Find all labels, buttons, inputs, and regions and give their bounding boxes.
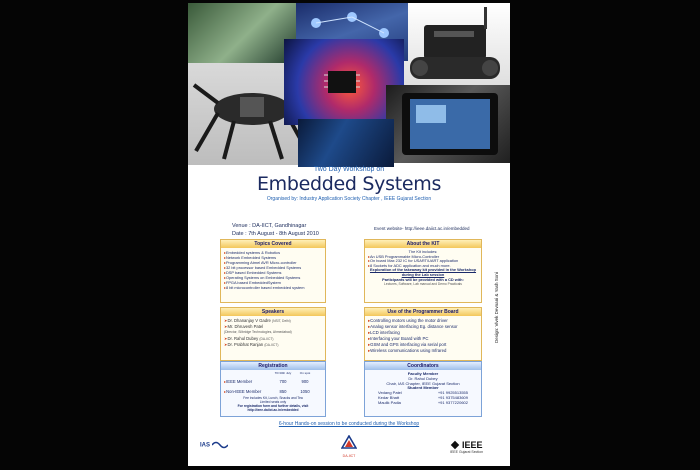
coordinators-panel [364,361,482,417]
use-item: ▸ Interfacing your Board with PC [368,336,478,342]
page-title: Embedded Systems [256,173,442,195]
topic-item: ▸ Network Embedded Systems [224,255,322,260]
kit-panel [364,239,482,303]
ieee-diamond-icon [450,440,460,450]
speaker-item [224,324,322,335]
organiser-line: Organised by: Industry Application Society Chapter , IEEE Gujarat Section [266,196,432,202]
student-name: Vedang Patel [378,390,402,396]
student-phone: +91 9377220602 [437,399,468,405]
registration-row [224,376,322,386]
col-before: Till 30th July [274,371,292,375]
registration-table [221,370,325,414]
ias-logo [200,440,228,450]
topics-list [221,248,325,292]
fee-onspot: 1050 [300,388,310,394]
use-item: ▸ Controlling motors using the motor driver [368,318,478,324]
registration-notes [224,396,322,412]
registration-heading: Registration [221,362,325,370]
speakers-list [221,316,325,350]
kit-item: ▸ 8 Sockets for ADC application and much more. [368,264,478,269]
venue-text: Venue : DA-IICT, Gandhinagar [232,223,307,229]
kit-intro: The Kit includes: [408,249,438,254]
topic-item: ▸ Programming Atmel AVR Micro-controller [224,260,322,265]
member-type: ▸ Non-IEEE Member [224,389,272,394]
topics-panel [220,239,326,303]
student-phone: +91 9925513555 [437,390,468,396]
faculty-name: Dr. Rahul Dubey [408,375,438,381]
kit-item: ▸ An USB Programmable Micro-Controller [368,255,478,260]
ias-logo-text: IAS [200,442,211,449]
limited-seats-note: Limited seats only [259,400,287,404]
speakers-heading: Speakers [221,308,325,316]
workshop-poster [188,3,510,466]
daiict-logo-text: DA-IICT [342,454,356,458]
student-phone: +91 9375483609 [437,394,468,400]
speaker-affiliation: (Director, Silbridge Technologies, Ahmedabad) [224,330,292,335]
speaker-affiliation: (NSIT, Delhi) [271,319,291,323]
registration-panel [220,361,326,417]
uses-heading: Use of the Programmer Board [365,308,481,316]
kit-body [365,248,481,289]
hands-on-note: 6-hour Hands-on session to be conducted during the Workshop [278,421,420,427]
topic-item: ▸ DSP based Embedded Systems [224,270,322,275]
design-credit: Design: Vivek Devnani & Yash Soni [494,272,499,343]
venue-date-block [232,222,319,238]
uses-list [365,316,481,356]
uses-panel [364,307,482,361]
pcb-trace-photo [298,119,394,167]
topic-item: ▸ 32 bit processor based Embedded Systems [224,265,322,270]
speaker-item [224,342,322,348]
registration-row [224,386,322,396]
topic-item: ▸ 8 bit microcontroller based embedded system [224,285,322,290]
student-name: Maulik Padia [378,399,401,405]
student-row [368,401,478,406]
speaker-affiliation: (DA-IICT) [259,336,274,341]
topic-item: ▸ Embedded systems & Robotics [224,250,322,255]
fee-before: 700 [279,378,287,384]
speaker-name: Dr. Prabhat Ranjan [227,341,264,347]
col-onspot: On spot [299,371,311,375]
kit-item: ▸ On board Max 232 IC for USART/UART application [368,259,478,264]
student-label: Student Member [407,385,439,391]
event-website-link[interactable]: Event website- http://ieee.daiict.ac.in/embedded [374,226,470,231]
coordinators-heading: Coordinators [365,362,481,370]
daiict-logo [338,435,360,458]
speaker-affiliation: (DA-IICT) [264,342,279,347]
usb-device-photo [400,3,510,93]
topic-item: ▸ Operating Systems on Embedded Systems [224,275,322,280]
member-type: ▸ IEEE Member [224,379,272,384]
tablet-device-photo [386,85,510,163]
faculty-role: Chair, IAS Chapter, IEEE Gujarat Section [386,380,460,386]
date-text: Date : 7th August - 8th August 2010 [232,231,319,237]
fee-includes-note: Fee includes Kit, Lunch, Snacks and Tea [243,396,303,400]
registration-link[interactable]: http://ieee.daiict.ac.in/embedded [247,408,299,412]
kit-list [368,255,478,269]
student-name: Kedar Bhatt [378,394,400,400]
ieee-section-text: IEEE Gujarat Section [450,450,484,454]
coordinators-body [365,370,481,408]
registration-form-note: For registration form and further details, visit [237,404,309,408]
speaker-name: Dr. Rahul Dubey [227,335,259,341]
kit-exploration-note: Exploration of the takeaway kit provided in the Workshop during the Lab session [369,267,477,277]
fee-before: 850 [279,388,287,394]
use-item: ▸ GSM and GPS interfacing via serial port [368,342,478,348]
ias-wave-icon [212,440,228,450]
ieee-logo [450,440,483,454]
kit-heading: About the KIT [365,240,481,248]
use-item: ▸ LCD interfacing [368,330,478,336]
daiict-triangle-icon [341,435,357,449]
topic-item: ▸ FPGA based EmbeddedSystem [224,280,322,285]
speaker-name: Dr. Dhananjay V Gadre [227,318,271,323]
kit-cd-contents: Lectures, Software, Lab manual and Demo Practicals [384,282,462,287]
topics-heading: Topics Covered [221,240,325,248]
workshop-subtitle: Two Day Workshop on [313,166,385,173]
faculty-label: Faculty Member [407,371,439,376]
kit-cd-note: Participants will be provided with a CD with: [382,276,464,282]
fee-onspot: 900 [301,378,309,384]
use-item: ▸ Analog sensor interfacing Eg. distance sensor [368,324,478,330]
speaker-name: Mr. Dhruvesh Patel [227,324,264,330]
use-item: ▸ Wireless communications using Infrared [368,348,478,354]
ieee-logo-text: IEEE [462,440,483,450]
speakers-panel [220,307,326,361]
